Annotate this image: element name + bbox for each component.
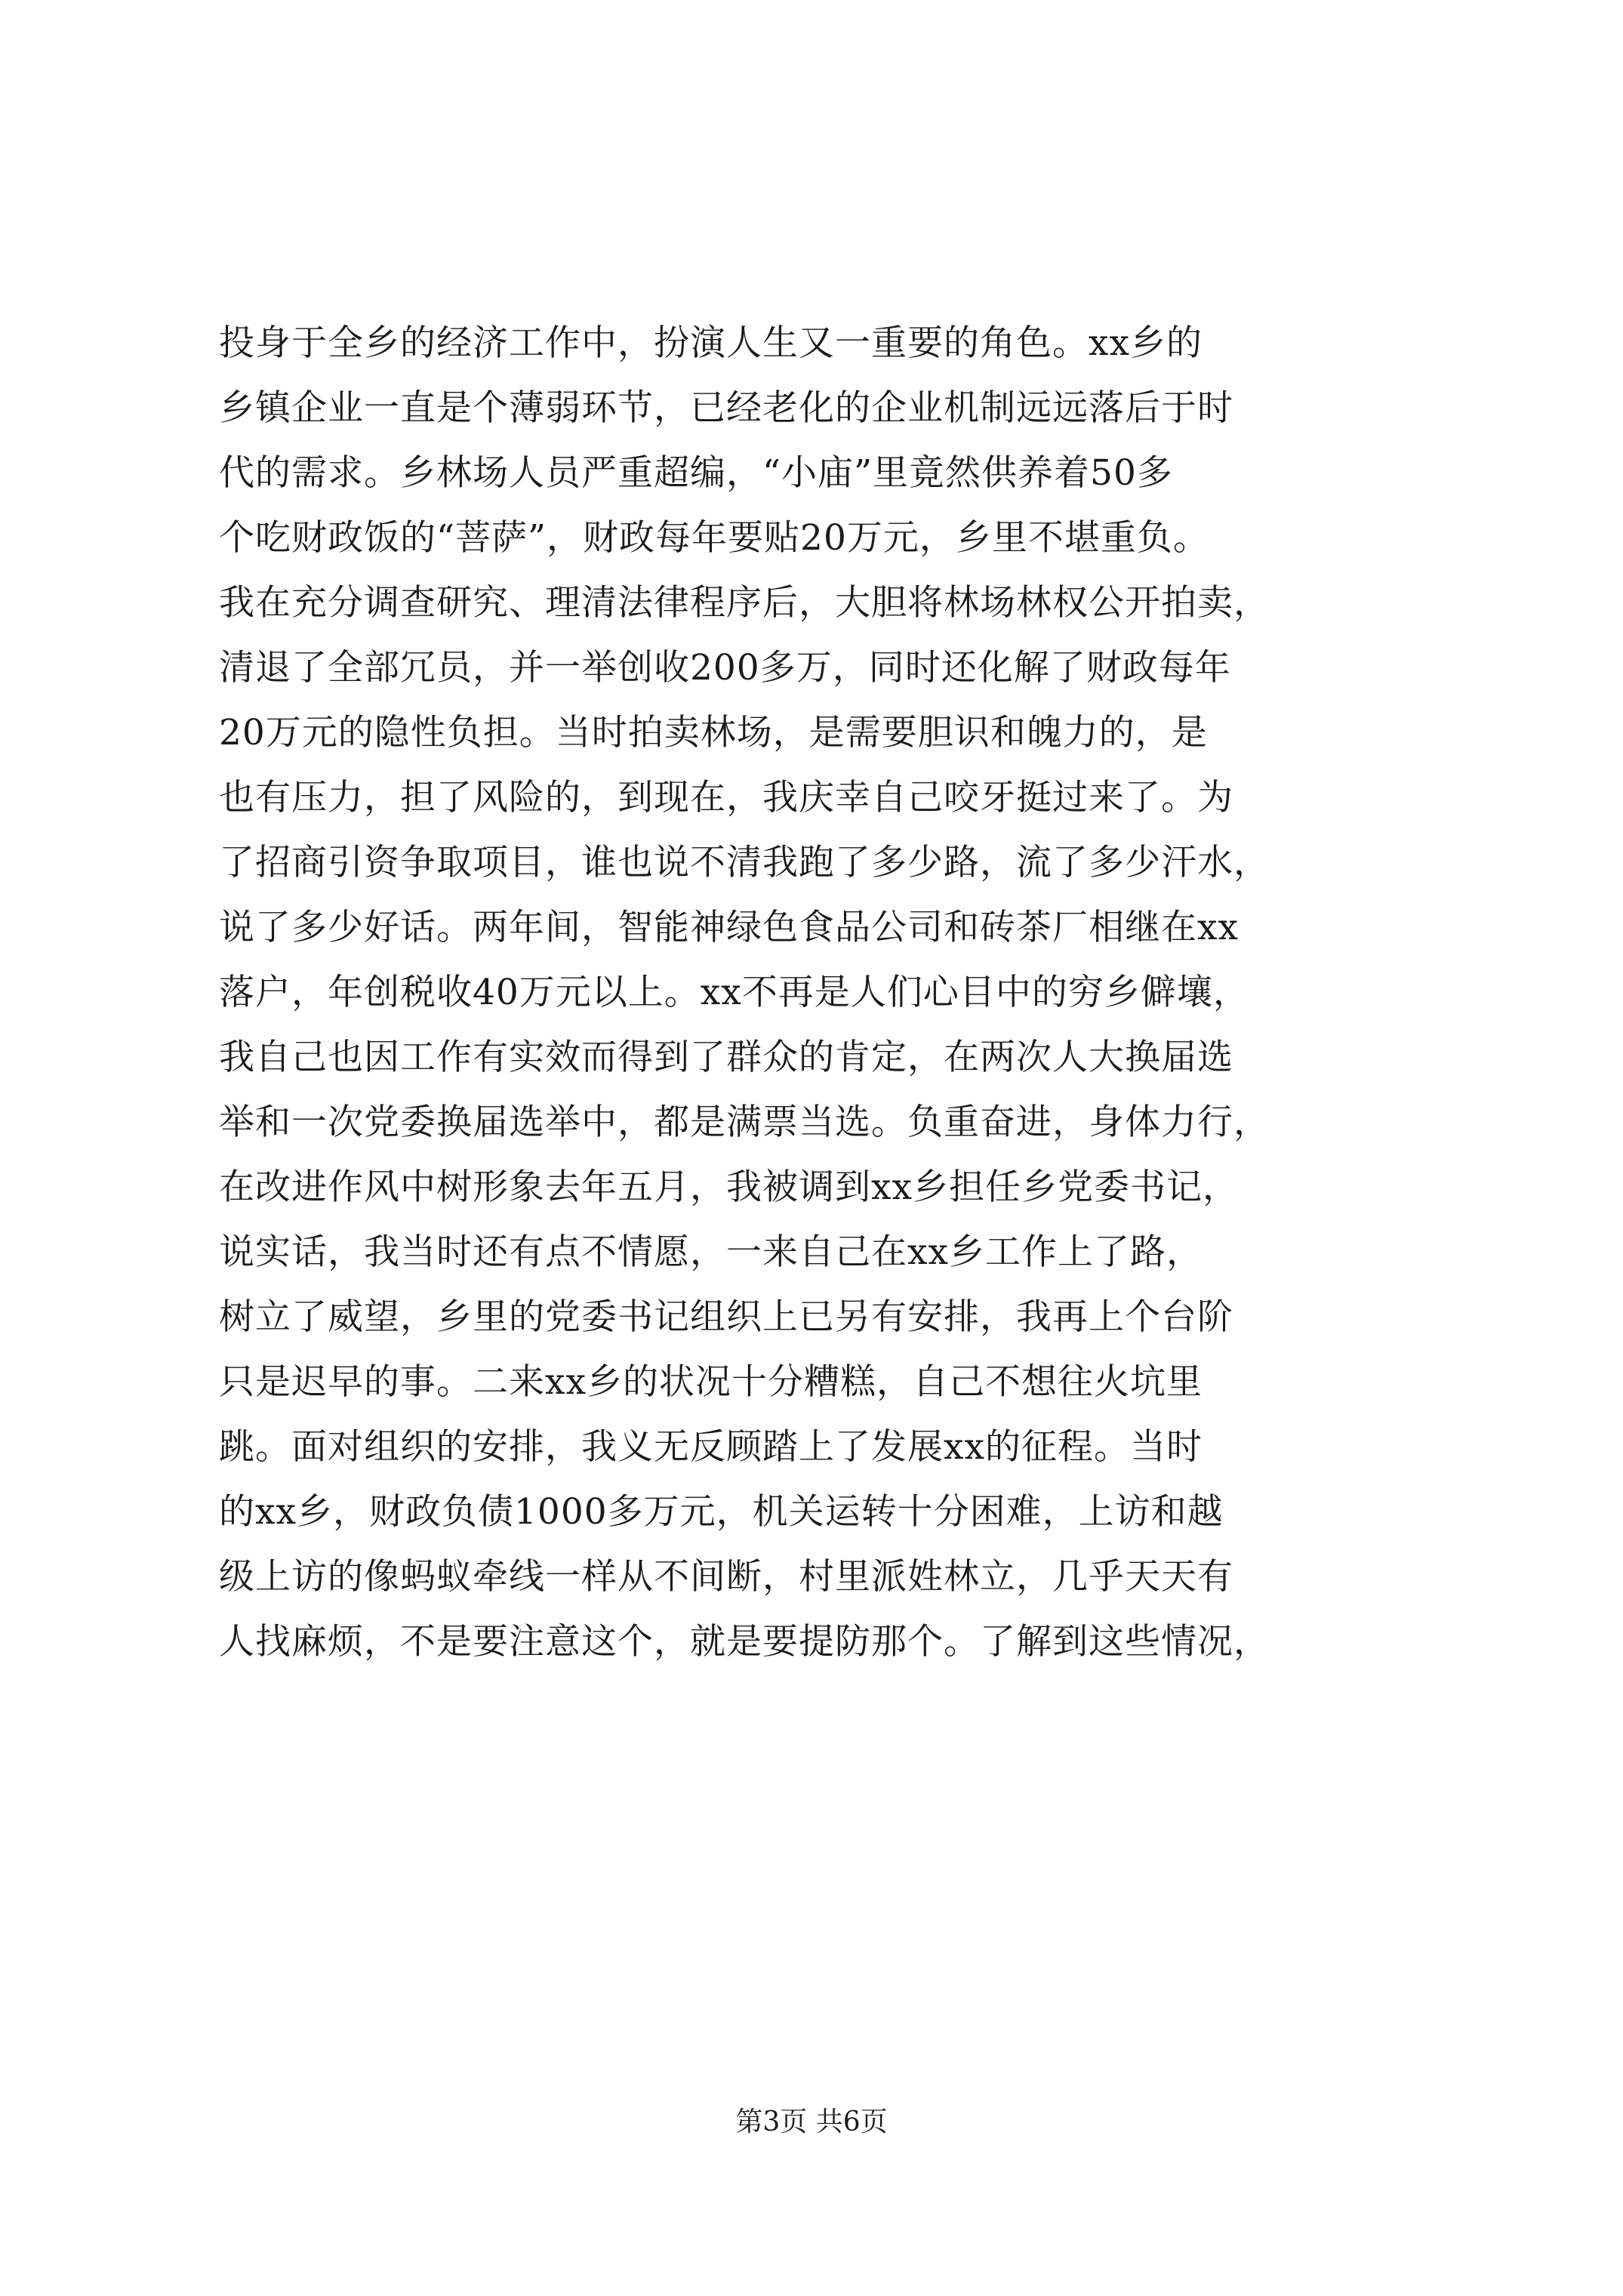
page-number-footer: 第3页 共6页 xyxy=(735,2106,888,2137)
text-line: 举和一次党委换届选举中，都是满票当选。负重奋进，身体力行， xyxy=(219,1102,1270,1143)
text-line: 级上访的像蚂蚁牵线一样从不间断，村里派姓林立，几乎天天有 xyxy=(219,1556,1233,1598)
text-line: 落户，年创税收40万元以上。xx不再是人们心目中的穷乡僻壤， xyxy=(219,972,1249,1013)
text-line: 我在充分调查研究、理清法律程序后，大胆将林场林权公开拍卖， xyxy=(219,582,1270,624)
text-line: 在改进作风中树形象去年五月，我被调到xx乡担任乡党委书记， xyxy=(219,1166,1240,1208)
text-line: 跳。面对组织的安排，我义无反顾踏上了发展xx的征程。当时 xyxy=(219,1426,1203,1468)
text-line: 投身于全乡的经济工作中，扮演人生又一重要的角色。xx乡的 xyxy=(219,322,1203,364)
text-line: 也有压力，担了风险的，到现在，我庆幸自己咬牙挺过来了。为 xyxy=(219,777,1233,818)
text-line: 清退了全部冗员，并一举创收200多万，同时还化解了财政每年 xyxy=(219,647,1231,689)
text-line: 只是迟早的事。二来xx乡的状况十分糟糕，自己不想往火坑里 xyxy=(219,1361,1203,1403)
text-line: 了招商引资争取项目，谁也说不清我跑了多少路，流了多少汗水， xyxy=(219,842,1270,883)
text-line: 人找麻烦，不是要注意这个，就是要提防那个。了解到这些情况， xyxy=(219,1621,1270,1663)
body-text xyxy=(219,311,1427,1675)
text-line: 说了多少好话。两年间，智能神绿色食品公司和砖茶厂相继在xx xyxy=(219,907,1240,948)
text-line: 代的需求。乡林场人员严重超编，“小庙”里竟然供养着50多 xyxy=(219,452,1173,494)
text-line: 乡镇企业一直是个薄弱环节，已经老化的企业机制远远落后于时 xyxy=(219,387,1233,429)
text-line: 我自己也因工作有实效而得到了群众的肯定，在两次人大换届选 xyxy=(219,1037,1233,1078)
text-line: 的xx乡，财政负债1000多万元，机关运转十分困难，上访和越 xyxy=(219,1491,1224,1533)
text-line: 说实话，我当时还有点不情愿，一来自己在xx乡工作上了路， xyxy=(219,1231,1203,1273)
text-line: 个吃财政饭的“菩萨”，财政每年要贴20万元，乡里不堪重负。 xyxy=(219,517,1209,559)
text-line: 20万元的隐性负担。当时拍卖林场，是需要胆识和魄力的，是 xyxy=(219,712,1208,754)
text-line: 树立了威望，乡里的党委书记组织上已另有安排，我再上个台阶 xyxy=(219,1296,1233,1338)
